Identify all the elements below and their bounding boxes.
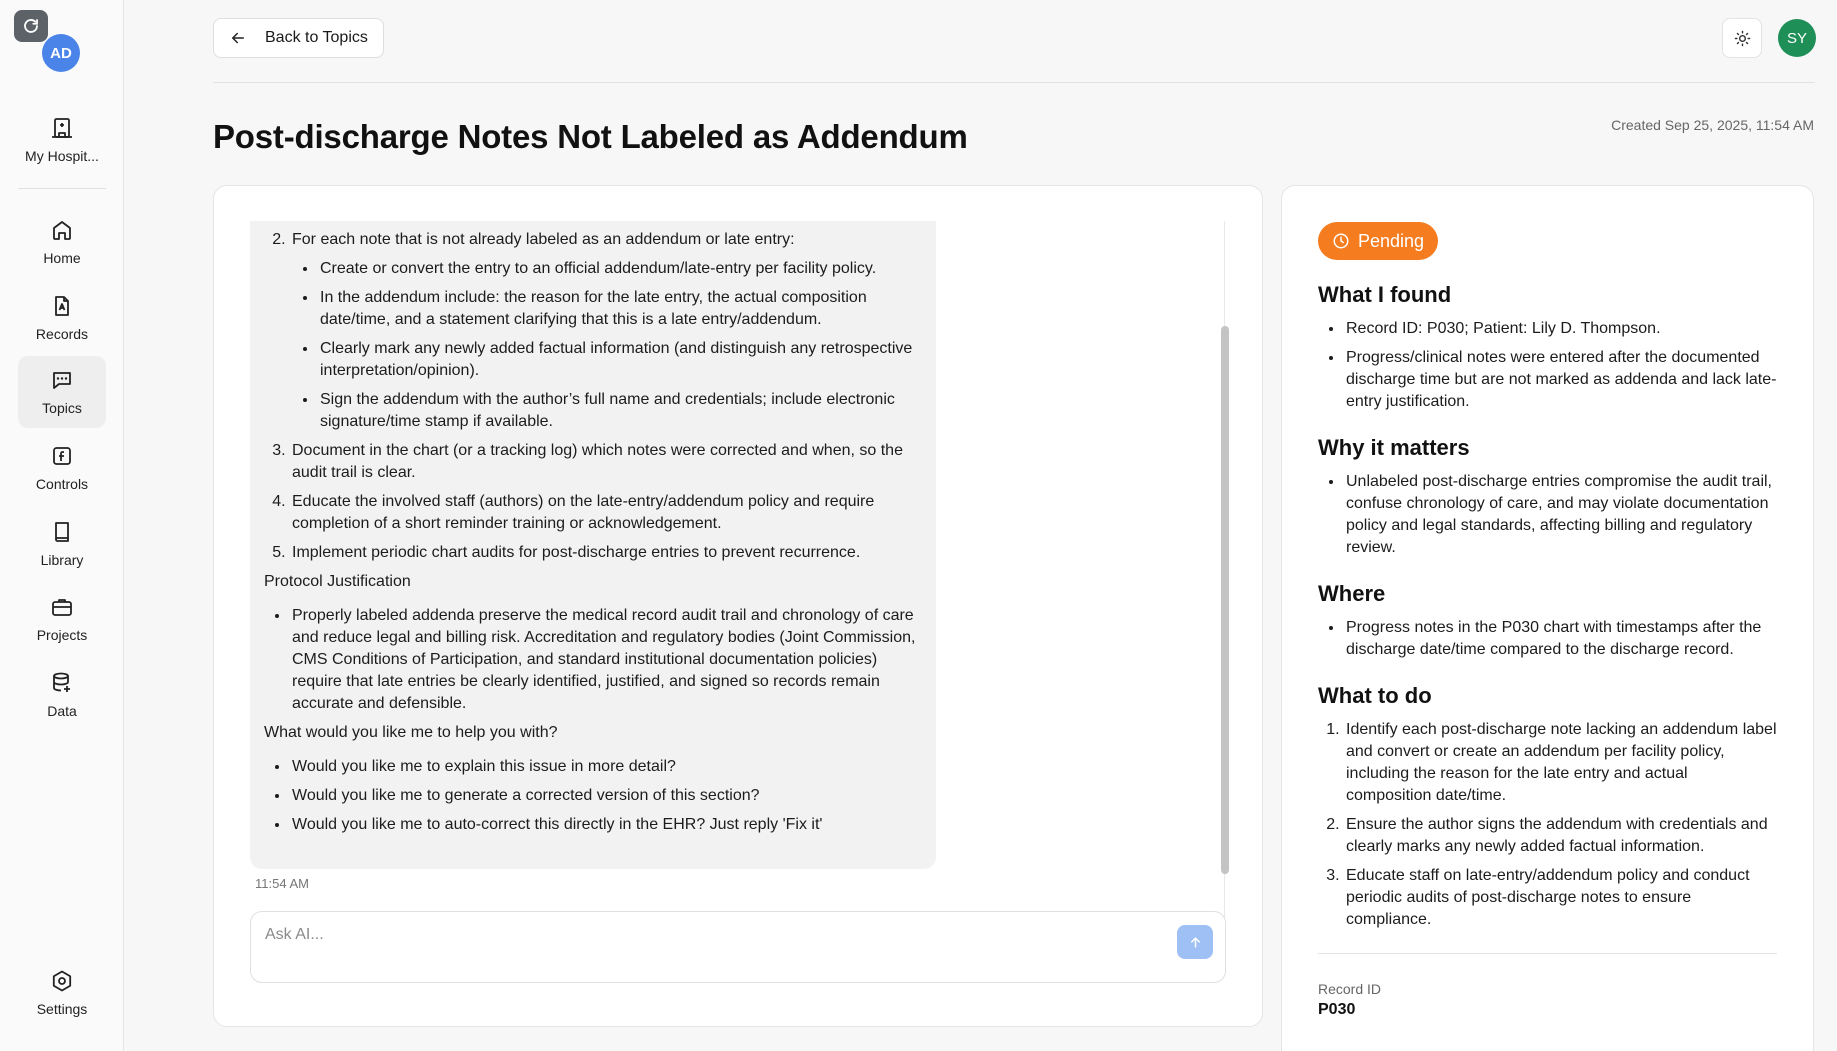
sidebar-item-label: Library xyxy=(40,552,84,568)
ask-ai-input[interactable] xyxy=(265,926,1145,944)
header-divider xyxy=(213,82,1815,83)
send-button[interactable] xyxy=(1177,925,1213,959)
list-item: 3. Document in the chart (or a tracking log) which notes were corrected and when, so the audit trail is clear. xyxy=(290,440,922,484)
settings-icon xyxy=(50,969,74,993)
list-item: • Properly labeled addenda preserve the medical record audit trail and chronology of care and reduce legal and billing risk. Accreditation and regulatory bodies (Joint Commission, CMS Conditions of Participation, and standard institutional documentation policies) require that late entries be clearly identified, justified, and signed so records remain accurate and defensible. xyxy=(290,605,922,715)
sidebar-item-topics[interactable] xyxy=(18,356,106,428)
sidebar-item-home[interactable] xyxy=(18,206,106,278)
sidebar-item-records[interactable] xyxy=(18,282,106,354)
back-to-topics-button[interactable] xyxy=(213,18,384,58)
list-item: • Would you like me to auto-correct this directly in the EHR? Just reply 'Fix it' xyxy=(290,814,922,836)
briefcase-icon xyxy=(50,595,74,619)
sidebar-item-label: Settings xyxy=(36,1001,88,1017)
user-avatar[interactable]: SY xyxy=(1778,19,1816,57)
matters-list xyxy=(1344,471,1777,559)
sidebar-item-hospital[interactable] xyxy=(18,104,106,176)
refresh-button[interactable] xyxy=(14,10,48,42)
list-item: • Progress notes in the P030 chart with timestamps after the discharge date/time compared to the discharge record. xyxy=(1344,617,1777,661)
list-item: • Unlabeled post-discharge entries compromise the audit trail, confuse chronology of care, and may violate documentation policy and legal standards, affecting billing and regulatory review. xyxy=(1344,471,1777,559)
protocol-list xyxy=(290,605,922,715)
document-icon xyxy=(50,294,74,318)
action-steps-list xyxy=(290,229,922,564)
database-icon xyxy=(50,671,74,695)
help-options-list xyxy=(290,756,922,836)
chat-panel xyxy=(213,185,1263,1027)
what-to-do-heading: What to do xyxy=(1318,683,1432,708)
list-item: 3. Educate staff on late-entry/addendum policy and conduct periodic audits of post-discharge notes to ensure compliance. xyxy=(1344,865,1777,931)
list-item: 2. Ensure the author signs the addendum with credentials and clearly marks any newly added factual information. xyxy=(1344,814,1777,858)
issue-details-panel xyxy=(1281,185,1814,1051)
list-item: • Progress/clinical notes were entered after the documented discharge time but are not marked as addenda and lack late-entry justification. xyxy=(1344,347,1777,413)
sidebar-item-label: Home xyxy=(43,250,81,266)
list-item: • In the addendum include: the reason for the late entry, the actual composition date/time, and a statement clarifying that this is a late entry/addendum. xyxy=(318,287,922,331)
protocol-heading: Protocol Justification xyxy=(264,573,411,590)
function-icon xyxy=(50,444,74,468)
sidebar-item-library[interactable] xyxy=(18,508,106,580)
theme-toggle-button[interactable] xyxy=(1722,18,1762,58)
list-item: • Would you like me to generate a corrected version of this section? xyxy=(290,785,922,807)
chat-input-box xyxy=(250,911,1226,983)
arrow-left-icon xyxy=(229,29,247,47)
list-item: • Would you like me to explain this issue in more detail? xyxy=(290,756,922,778)
list-item: 5. Implement periodic chart audits for post-discharge entries to prevent recurrence. xyxy=(290,542,922,564)
todo-list xyxy=(1344,719,1777,931)
sidebar-item-label: Data xyxy=(47,703,77,719)
hospital-icon xyxy=(50,116,74,140)
refresh-icon xyxy=(22,17,40,35)
divider xyxy=(1318,953,1777,954)
sidebar xyxy=(0,0,124,1051)
back-button-label: Back to Topics xyxy=(265,29,368,46)
book-icon xyxy=(50,520,74,544)
sub-list xyxy=(318,258,922,433)
created-timestamp: Created Sep 25, 2025, 11:54 AM xyxy=(1611,117,1814,133)
home-icon xyxy=(50,218,74,242)
message-timestamp: 11:54 AM xyxy=(255,876,309,891)
sidebar-item-data[interactable] xyxy=(18,659,106,731)
list-item: • Record ID: P030; Patient: Lily D. Thompson. xyxy=(1344,318,1777,340)
list-item: • Sign the addendum with the author’s full name and credentials; include electronic signature/time stamp if available. xyxy=(318,389,922,433)
sidebar-item-label: Controls xyxy=(35,476,89,492)
record-id-value: P030 xyxy=(1318,1001,1356,1018)
arrow-up-icon xyxy=(1188,935,1203,950)
status-badge xyxy=(1318,222,1438,260)
sidebar-item-label: Records xyxy=(35,326,89,342)
clock-icon xyxy=(1332,232,1350,250)
sidebar-divider xyxy=(18,188,106,189)
sidebar-item-label: Topics xyxy=(42,400,82,416)
why-it-matters-heading: Why it matters xyxy=(1318,435,1470,460)
list-item: 4. Educate the involved staff (authors) on the late-entry/addendum policy and require completion of a short reminder training or acknowledgement. xyxy=(290,491,922,535)
sidebar-item-label: Projects xyxy=(36,627,88,643)
avatar[interactable]: AD xyxy=(42,34,80,72)
chat-icon xyxy=(50,368,74,392)
status-label: Pending xyxy=(1358,230,1425,251)
where-heading: Where xyxy=(1318,581,1386,606)
where-list xyxy=(1344,617,1777,661)
sidebar-item-controls[interactable] xyxy=(18,432,106,504)
page-title: Post-discharge Notes Not Labeled as Addendum xyxy=(213,118,968,155)
found-list xyxy=(1344,318,1777,413)
what-i-found-heading: What I found xyxy=(1318,282,1452,307)
list-item: • Clearly mark any newly added factual information (and distinguish any retrospective interpretation/opinion). xyxy=(318,338,922,382)
sidebar-item-label: My Hospit... xyxy=(25,148,99,164)
step-text: For each note that is not already labeled as an addendum or late entry: xyxy=(292,231,795,248)
help-heading: What would you like me to help you with? xyxy=(264,724,558,741)
scrollbar-thumb[interactable] xyxy=(1221,326,1229,874)
sidebar-item-projects[interactable] xyxy=(18,583,106,655)
assistant-message xyxy=(250,221,936,869)
sun-icon xyxy=(1734,30,1751,47)
list-item: • Create or convert the entry to an official addendum/late-entry per facility policy. xyxy=(318,258,922,280)
list-item: 1. Identify each post-discharge note lacking an addendum label and convert or create an addendum per facility policy, including the reason for the late entry and actual composition date/time. xyxy=(1344,719,1777,807)
list-item xyxy=(290,229,922,433)
sidebar-item-settings[interactable] xyxy=(18,957,106,1029)
record-id-label: Record ID xyxy=(1318,981,1382,997)
